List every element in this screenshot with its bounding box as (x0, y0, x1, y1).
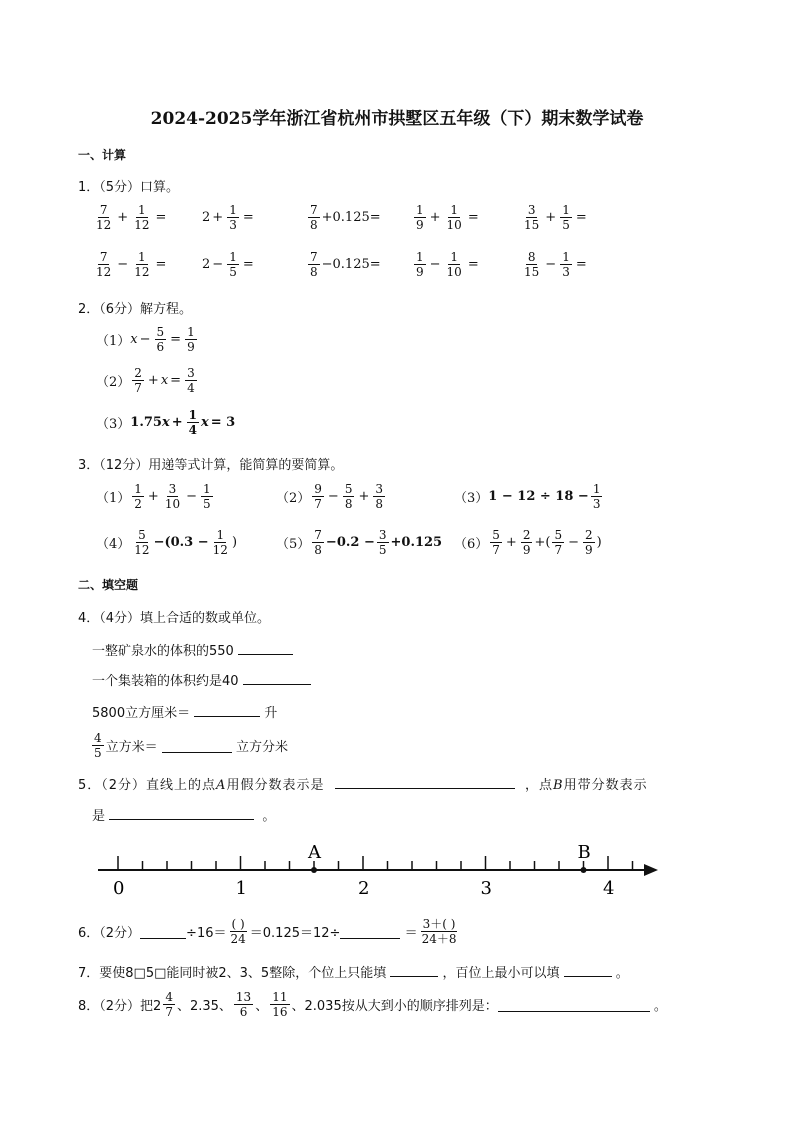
q3-item2: （2） $\frac{9}{7}$ − $\frac{5}{8}$ + $\frac{3}{8}$ (276, 482, 384, 511)
q7-blank1[interactable] (390, 962, 438, 977)
q3-item4: （4） $\frac{5}{12}$ −(0.3 − $\frac{1}{12}$ ) (96, 528, 238, 557)
q3-item3: （3） 1 − 12 ÷ 18 − $\frac{1}{3}$ (454, 482, 601, 511)
axis-label: 3 (480, 878, 492, 899)
q2-eq1: （1） x − $\frac{5}{6}$ = $\frac{1}{9}$ (96, 325, 195, 354)
q3-item6: （6） $\frac{5}{7}$ + $\frac{2}{9}$ +( $\frac{5}{7}$ − $\frac{2}{9}$ ) (454, 528, 602, 557)
number-line (90, 838, 670, 902)
point-a-label: A (308, 842, 321, 863)
q1-r2-c5: $\frac{8}{15}$ − $\frac{1}{3}$ = (524, 250, 587, 279)
q5-line1: 5．（2分）直线上的点A用假分数表示是 ，点B用带分数表示 (78, 774, 648, 793)
q1-r1-c5: $\frac{3}{15}$ + $\frac{1}{5}$ = (524, 203, 587, 232)
q4-line2: 一个集装箱的体积约是40 (92, 670, 311, 689)
point-a-marker (311, 867, 317, 873)
q3-item5: （5） $\frac{7}{8}$ −0.2 − $\frac{3}{5}$ +0.125 (276, 528, 443, 557)
q8-blank[interactable] (498, 997, 650, 1012)
axis-label: 4 (603, 878, 615, 899)
q2-label: 2．（6分）解方程。 (78, 302, 193, 317)
point-b-label: B (577, 842, 591, 863)
q4-blank2[interactable] (243, 670, 311, 685)
axis-label: 2 (358, 878, 370, 899)
q1-r2-c1: $\frac{7}{12}$ − $\frac{1}{12}$ = (96, 250, 167, 279)
point-b-marker (581, 867, 587, 873)
q1-r1-c4: $\frac{1}{9}$ + $\frac{1}{10}$ = (416, 203, 479, 232)
q2-eq2: （2） $\frac{2}{7}$ + x = $\frac{3}{4}$ (96, 366, 195, 395)
axis-label: 1 (235, 878, 247, 899)
q3-item1: （1） $\frac{1}{2}$ + $\frac{3}{10}$ − $\frac{1}{5}$ (96, 482, 211, 511)
number-line-arrow (644, 864, 658, 876)
q1-r2-c4: $\frac{1}{9}$ − $\frac{1}{10}$ = (416, 250, 479, 279)
q8-line: 8．（2分）把2 $\frac{4}{7}$ 、2.35、 $\frac{13}{6}$ 、 $\frac{11}{16}$ 、2.035按从大到小的顺序排列是： 。 (78, 990, 667, 1019)
q6-blank1[interactable] (140, 924, 186, 939)
axis-label: 0 (113, 878, 125, 899)
q1-r1-c1: $\frac{7}{12}$ + $\frac{1}{12}$ = (96, 203, 167, 232)
q4-line3: 5800立方厘米＝ 升 (92, 702, 277, 721)
q7-line: 7．要使8□5□能同时被2、3、5整除，个位上只能填 ，百位上最小可以填 。 (78, 962, 629, 981)
q5-line2: 是 。 (92, 805, 275, 824)
q5-blank-b[interactable] (109, 805, 254, 820)
q4-line1: 一整矿泉水的体积的550 (92, 640, 293, 659)
q1-r1-c2: 2 + $\frac{1}{3}$ = (202, 203, 254, 232)
q6-line: 6．（2分） ÷16＝ $\frac{( )}{24}$ ＝0.125＝12÷ ＝ $\frac{3+( )}{24+8}$ (78, 917, 457, 946)
q1-r1-c3: $\frac{7}{8}$ +0.125= (310, 203, 381, 232)
q4-line4: $\frac{4}{5}$ 立方米＝ 立方分米 (94, 731, 288, 760)
section-heading-calc: 一、计算 (78, 148, 127, 162)
section-heading-fill: 二、填空题 (78, 578, 139, 592)
q4-label: 4．（4分）填上合适的数或单位。 (78, 611, 271, 626)
q1-label: 1．（5分）口算。 (78, 180, 180, 195)
q1-r2-c3: $\frac{7}{8}$ −0.125= (310, 250, 381, 279)
page-title: 2024-2025学年浙江省杭州市拱墅区五年级（下）期末数学试卷 (150, 109, 644, 129)
q7-blank2[interactable] (564, 962, 612, 977)
q5-blank-a[interactable] (335, 774, 515, 789)
q3-label: 3．（12分）用递等式计算，能简算的要简算。 (78, 458, 344, 473)
q6-blank2[interactable] (340, 924, 400, 939)
q4-blank3[interactable] (194, 702, 260, 717)
q1-r2-c2: 2 − $\frac{1}{5}$ = (202, 250, 254, 279)
q4-blank4[interactable] (162, 738, 232, 753)
q2-eq3: （3） 1.75 x + $\frac{1}{4}$ x = 3 (96, 408, 236, 437)
q4-blank1[interactable] (238, 640, 293, 655)
